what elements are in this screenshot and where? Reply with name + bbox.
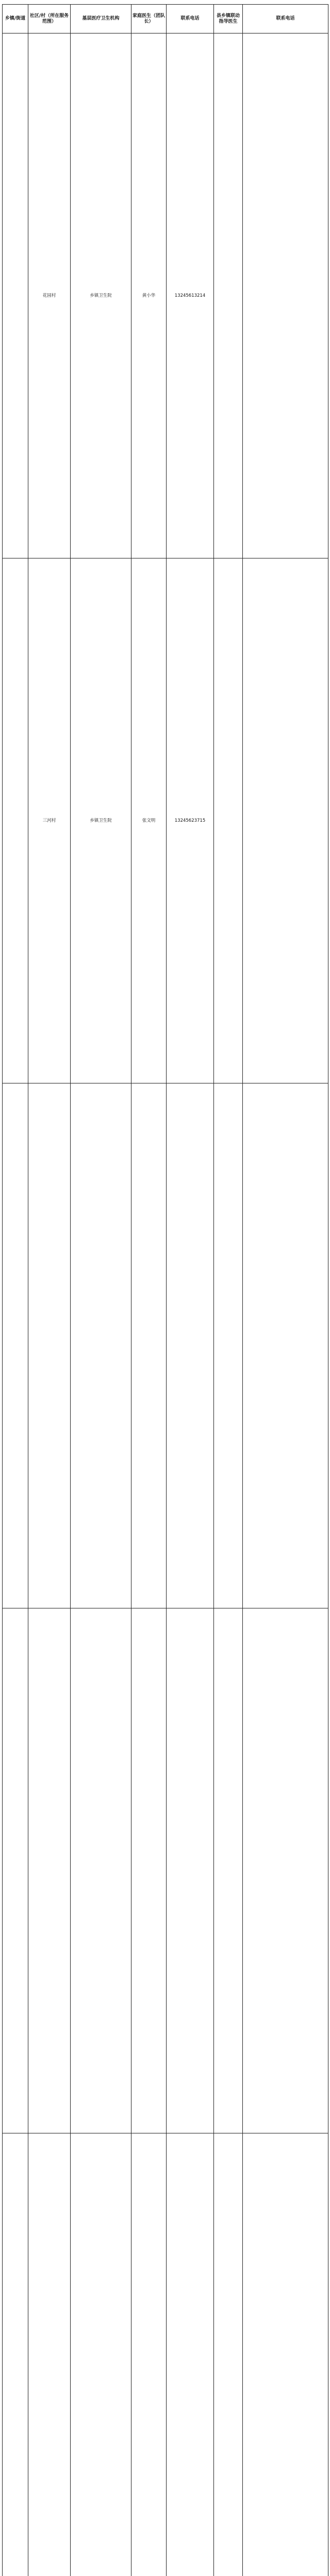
phone-cell: 13245623715 — [167, 558, 214, 1083]
phone-cell — [167, 1608, 214, 2133]
header-row — [3, 5, 328, 33]
town-cell — [3, 558, 28, 1083]
institution-cell — [71, 1608, 131, 2133]
village-cell: 花园村 — [28, 33, 71, 558]
phone-cell: 13245613214 — [167, 33, 214, 558]
col-header-town: 乡镇/街道 — [3, 5, 28, 33]
village-cell — [28, 2133, 71, 2576]
col-header-village: 社区/村（所在服务范围） — [28, 5, 71, 33]
town-cell — [3, 33, 28, 558]
doctor-cell: 张文明 — [131, 558, 167, 1083]
town-cell — [3, 1608, 28, 2133]
table-row — [3, 1083, 328, 1608]
guide-doctor-cell — [214, 1608, 243, 2133]
village-cell: 三河村 — [28, 558, 71, 1083]
guide-doctor-cell — [214, 558, 243, 1083]
institution-cell: 乡镇卫生院 — [71, 558, 131, 1083]
guide-doctor-cell — [214, 33, 243, 558]
doctor-cell — [131, 1608, 167, 2133]
institution-cell — [71, 1083, 131, 1608]
guide-phone-cell — [243, 1083, 328, 1608]
guide-phone-cell — [243, 1608, 328, 2133]
table-row — [3, 33, 328, 558]
institution-cell: 乡镇卫生院 — [71, 33, 131, 558]
guide-phone-cell — [243, 2133, 328, 2576]
doctor-cell: 黄小华 — [131, 33, 167, 558]
col-header-guide-doctor: 县乡镇联动指导医生 — [214, 5, 243, 33]
roster-document — [2, 4, 328, 2576]
family-doctor-roster-table — [2, 4, 328, 2576]
table-row — [3, 558, 328, 1083]
guide-doctor-cell — [214, 2133, 243, 2576]
institution-cell — [71, 2133, 131, 2576]
town-cell — [3, 2133, 28, 2576]
guide-phone-cell — [243, 33, 328, 558]
roster-body — [3, 33, 328, 2576]
col-header-doctor: 家庭医生（团队长） — [131, 5, 167, 33]
village-cell — [28, 1608, 71, 2133]
col-header-guide-phone: 联系电话 — [243, 5, 328, 33]
doctor-cell — [131, 1083, 167, 1608]
table-row — [3, 2133, 328, 2576]
guide-phone-cell — [243, 558, 328, 1083]
col-header-phone: 联系电话 — [167, 5, 214, 33]
phone-cell — [167, 1083, 214, 1608]
phone-cell — [167, 2133, 214, 2576]
town-cell — [3, 1083, 28, 1608]
village-cell — [28, 1083, 71, 1608]
table-row — [3, 1608, 328, 2133]
doctor-cell — [131, 2133, 167, 2576]
guide-doctor-cell — [214, 1083, 243, 1608]
col-header-institution: 基层医疗卫生机构 — [71, 5, 131, 33]
